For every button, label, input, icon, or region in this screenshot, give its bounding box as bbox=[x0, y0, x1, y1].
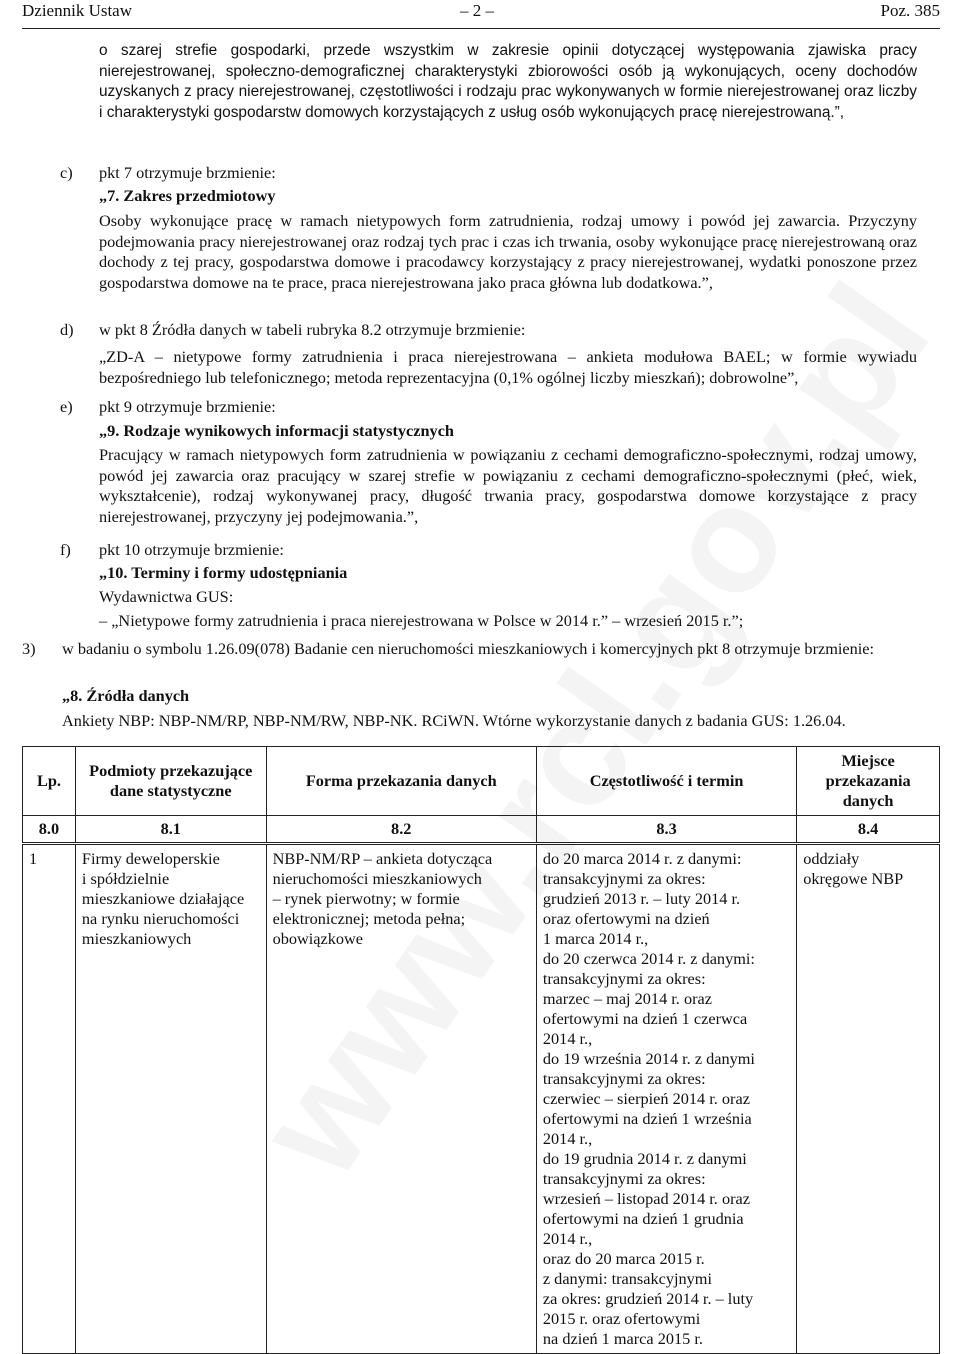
row-miejsce: oddziały okręgowe NBP bbox=[797, 844, 940, 1354]
item-d-text: w pkt 8 Źródła danych w tabeli rubryka 8.2 otrzymuje brzmienie: bbox=[99, 320, 526, 339]
header-forma: Forma przekazania danych bbox=[266, 747, 536, 816]
row-lp: 1 bbox=[23, 844, 76, 1354]
item-d-body: „ZD-A – nietypowe formy zatrudnienia i praca nierejestrowana – ankieta modułowa BAEL; w formie wywiadu bezpośredniego lub telefonicznego; metoda reprezentacyjna (0,1% ogólnej liczby mieszkań); dobrowolne”, bbox=[99, 347, 917, 387]
header-czestotliwosc: Częstotliwość i termin bbox=[536, 747, 796, 816]
item-3-heading: „8. Źródła danych bbox=[62, 686, 190, 705]
data-table bbox=[22, 746, 940, 1354]
item-f-marker: f) bbox=[60, 540, 71, 559]
item-e-heading: „9. Rodzaje wynikowych informacji statystycznych bbox=[99, 421, 454, 440]
item-f-line2: – „Nietypowe formy zatrudnienia i praca nierejestrowana w Polsce w 2014 r.” – wrzesień 2015 r.”; bbox=[99, 611, 744, 630]
item-d-marker: d) bbox=[60, 320, 74, 339]
column-number-row bbox=[23, 816, 940, 844]
item-c-heading: „7. Zakres przedmiotowy bbox=[99, 186, 276, 205]
column-number: 8.0 bbox=[23, 816, 76, 844]
page-header bbox=[22, 0, 940, 29]
row-forma: NBP-NM/RP – ankieta dotycząca nieruchomości mieszkaniowych – rynek pierwotny; w formie elektronicznej; metoda pełna; obowiązkowe bbox=[266, 844, 536, 1354]
row-termin: do 20 marca 2014 r. z danymi: transakcyjnymi za okres: grudzień 2013 r. – luty 2014 r. oraz ofertowymi na dzień 1 marca 2014 r., do 20 czerwca 2014 r. z danymi: transakcyjnymi za okres: marzec – maj 2014 r. oraz ofertowymi na dzień 1 czerwca 2014 r., do 19 września 2014 r. z danymi transakcyjnymi za okres: czerwiec – sierpień 2014 r. oraz ofertowymi na dzień 1 września 2014 r., do 19 grudnia 2014 r. z danymi transakcyjnymi za okres: wrzesień – listopad 2014 r. oraz ofertowymi na dzień 1 grudnia 2014 r., oraz do 20 marca 2015 r. z danymi: transakcyjnymi za okres: grudzień 2014 r. – luty 2015 r. oraz ofertowymi na dzień 1 marca 2015 r. bbox=[536, 844, 796, 1354]
row-podmioty: Firmy deweloperskie i spółdzielnie mieszkaniowe działające na rynku nieruchomości mieszkaniowych bbox=[75, 844, 266, 1354]
item-e-marker: e) bbox=[60, 397, 73, 416]
item-c-text: pkt 7 otrzymuje brzmienie: bbox=[99, 163, 276, 182]
header-miejsce: Miejsce przekazania danych bbox=[797, 747, 940, 816]
item-f-heading: „10. Terminy i formy udostępniania bbox=[99, 563, 348, 582]
item-3-text: w badaniu o symbolu 1.26.09(078) Badanie cen nieruchomości mieszkaniowych i komercyjnych pkt 8 otrzymuje brzmienie: bbox=[62, 639, 875, 658]
item-3-marker: 3) bbox=[22, 639, 36, 658]
item-c-marker: c) bbox=[60, 163, 73, 182]
page-number: – 2 – bbox=[460, 1, 494, 20]
intro-paragraph: o szarej strefie gospodarki, przede wszystkim w zakresie opinii dotyczącej występowania zjawiska pracy nierejestrowanej, społeczno-demograficznej charakterystyki zbiorowości osób ją wykonujących, oceny dochodów uzyskanych z pracy nierejestrowanej, częstotliwości i rodzaju prac wykonywanych w formie nierejestrowanej oraz liczby i charakterystyki gospodarstw domowych korzystających z usług osób wykonujących pracę nierejestrowaną.”, bbox=[99, 42, 917, 121]
column-number: 8.2 bbox=[266, 816, 536, 844]
column-number: 8.3 bbox=[536, 816, 796, 844]
item-3-sources: Ankiety NBP: NBP-NM/RP, NBP-NM/RW, NBP-NK. RCiWN. Wtórne wykorzystanie danych z badania GUS: 1.26.04. bbox=[62, 711, 846, 730]
item-f-line1: Wydawnictwa GUS: bbox=[99, 587, 234, 606]
table-row bbox=[23, 844, 940, 1354]
item-e-text: pkt 9 otrzymuje brzmienie: bbox=[99, 397, 276, 416]
item-f-text: pkt 10 otrzymuje brzmienie: bbox=[99, 540, 284, 559]
position-number: Poz. 385 bbox=[880, 1, 940, 20]
header-podmioty: Podmioty przekazujące dane statystyczne bbox=[75, 747, 266, 816]
column-number: 8.1 bbox=[75, 816, 266, 844]
column-number: 8.4 bbox=[797, 816, 940, 844]
table-header-row bbox=[23, 747, 940, 816]
item-e-body: Pracujący w ramach nietypowych form zatrudnienia w powiązaniu z cechami demograficzno-społecznymi, rodzaj umowy, powód jej zawarcia oraz pracujący w szarej strefie w powiązaniu z cechami demograficzno-społecznymi (płeć, wiek, wykształcenie), rodzaj wykonywanej pracy, długość trwania pracy, gospodarstwa domowe korzystające z pracy nierejestrowanej, przyczyny jej podejmowania.”, bbox=[99, 445, 917, 526]
header-lp: Lp. bbox=[23, 747, 76, 816]
journal-title: Dziennik Ustaw bbox=[22, 1, 133, 20]
item-c-body: Osoby wykonujące pracę w ramach nietypowych form zatrudnienia, rodzaj umowy i powód jej zawarcia. Przyczyny podejmowania pracy nierejestrowanej oraz rodzaj tych prac i czas ich trwania, osoby wykonujące pracę nierejestrowaną oraz dochody z tej pracy, gospodarstwa domowe i pracodawcy korzystający z pracy nierejestrowanej, wydatki ponoszone przez gospodarstwa domowe na te prace, praca nierejestrowana jako praca główna lub dodatkowa.”, bbox=[99, 211, 917, 292]
